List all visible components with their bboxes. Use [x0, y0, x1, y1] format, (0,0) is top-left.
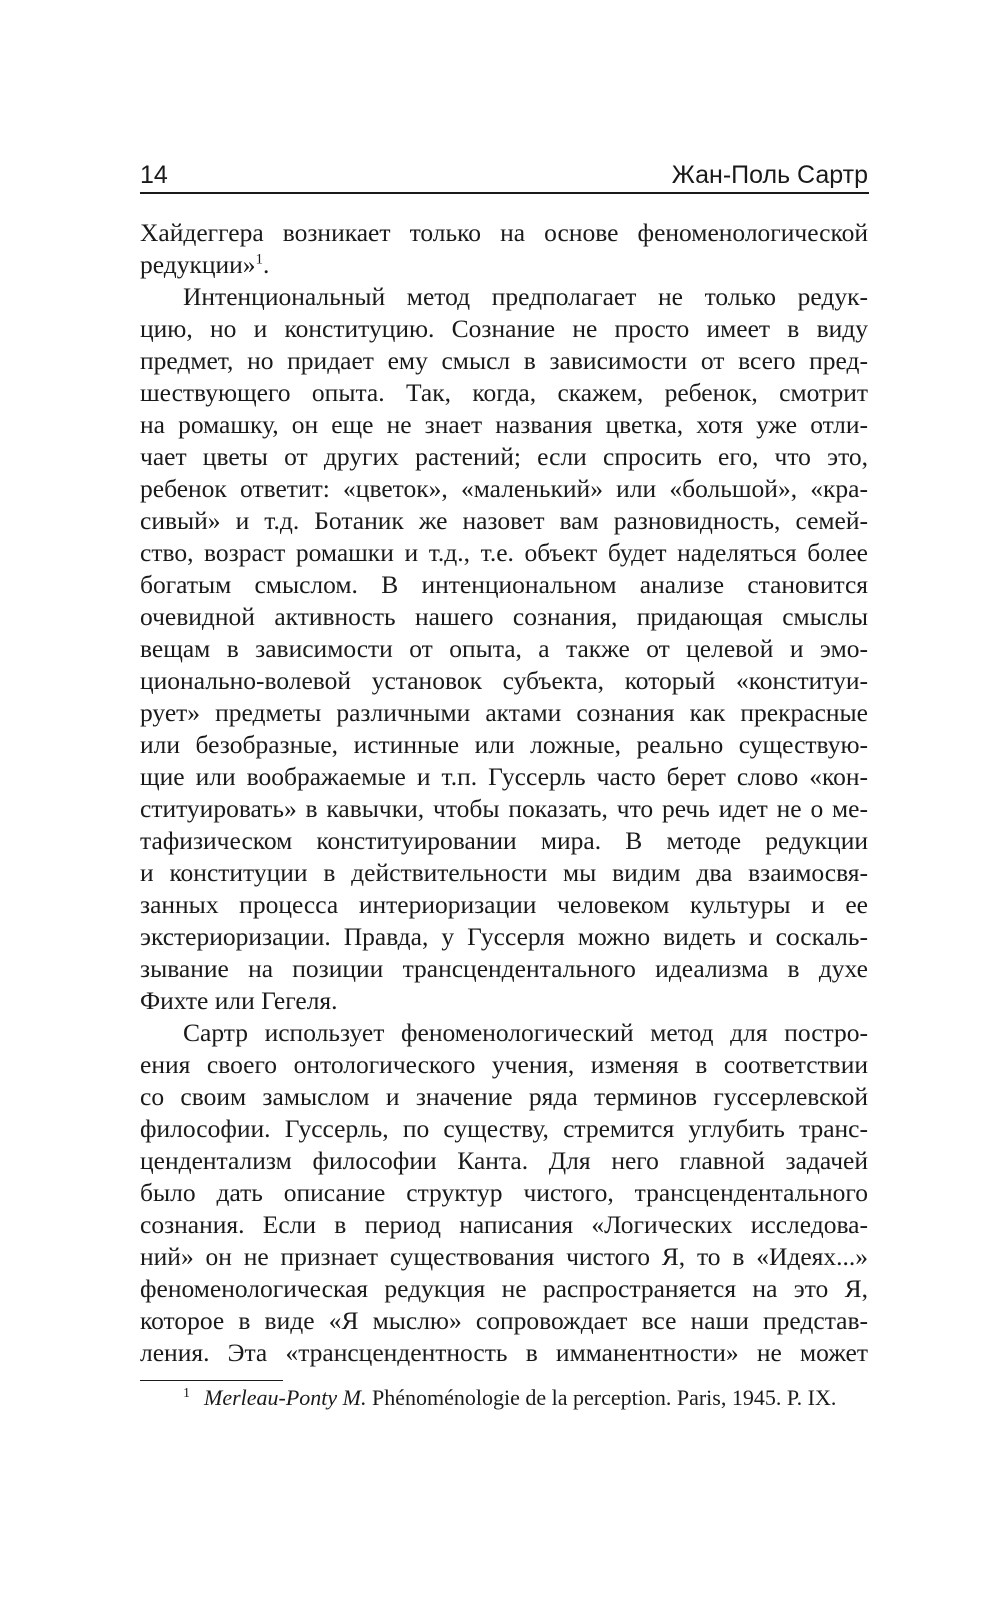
text-line: рует» предметы различными актами сознания как прекрасные: [140, 698, 868, 727]
text-line: Сартр использует феноменологический метод для постро-: [183, 1018, 868, 1047]
text-line: ний» он не признает существования чистого Я, то в «Идеях...»: [140, 1242, 868, 1271]
text-line: цендентализм философии Канта. Для него главной задачей: [140, 1146, 868, 1175]
text-line: богатым смыслом. В интенциональном анализе становится: [140, 570, 868, 599]
text-line: ституировать» в кавычки, чтобы показать, что речь идет не о ме-: [140, 794, 868, 823]
text-line-content: редукции»: [140, 250, 256, 279]
text-line: ления. Эта «трансцендентность в имманентности» не может: [140, 1338, 868, 1367]
text-line: сознания. Если в период написания «Логических исследова-: [140, 1210, 868, 1239]
text-line: ребенок ответит: «цветок», «маленький» или «большой», «кра-: [140, 474, 868, 503]
text-line: на ромашку, он еще не знает названия цветка, хотя уже отли-: [140, 410, 868, 439]
running-title: Жан-Поль Сартр: [671, 161, 868, 189]
text-line: шествующего опыта. Так, когда, скажем, ребенок, смотрит: [140, 378, 868, 407]
text-line: со своим замыслом и значение ряда терминов гуссерлевской: [140, 1082, 868, 1111]
text-line: чает цветы от других растений; если спросить его, что это,: [140, 442, 868, 471]
header-rule: [140, 192, 869, 194]
text-line: тафизическом конституировании мира. В методе редукции: [140, 826, 868, 855]
text-line: ционально-волевой установок субъекта, который «конституи-: [140, 666, 868, 695]
text-line: зывание на позиции трансцендентального идеализма в духе: [140, 954, 868, 983]
text-line: было дать описание структур чистого, трансцендентального: [140, 1178, 868, 1207]
footnote-author: Merleau-Ponty M.: [204, 1385, 367, 1410]
text-line: философии. Гуссерль, по существу, стремится углубить транс-: [140, 1114, 868, 1143]
text-line: очевидной активность нашего сознания, придающая смыслы: [140, 602, 868, 631]
text-line: [140, 249, 868, 281]
footnote-reference: 1: [255, 251, 264, 268]
text-line: Интенциональный метод предполагает не только редук-: [183, 282, 868, 311]
text-line: и конституции в действительности мы видим два взаимосвя-: [140, 858, 868, 887]
text-line: вещам в зависимости от опыта, а также от целевой и эмо-: [140, 634, 868, 663]
text-line: цию, но и конституцию. Сознание не просто имеет в виду: [140, 314, 868, 343]
text-line: которое в виде «Я мыслю» сопровождает все наши представ-: [140, 1306, 868, 1335]
footnote-mark: 1: [183, 1385, 190, 1401]
text-line: Фихте или Гегеля.: [140, 986, 338, 1015]
text-line: ения своего онтологического учения, изменяя в соответствии: [140, 1050, 868, 1079]
footnote-text: Phénoménologie de la perception. Paris, 1945. P. IX.: [372, 1385, 837, 1410]
sentence-end: .: [263, 250, 270, 279]
page-number: 14: [140, 161, 168, 189]
text-line: сивый» и т.д. Ботаник же назовет вам разновидность, семей-: [140, 506, 868, 535]
text-line: ство, возраст ромашки и т.д., т.е. объект будет наделяться более: [140, 538, 868, 567]
text-line: занных процесса интериоризации человеком культуры и ее: [140, 890, 868, 919]
footnote-rule: [140, 1380, 283, 1381]
page-header: [140, 158, 868, 192]
text-line: экстериоризации. Правда, у Гуссерля можно видеть и соскаль-: [140, 922, 868, 951]
text-line: феноменологическая редукция не распространяется на это Я,: [140, 1274, 868, 1303]
text-line: щие или воображаемые и т.п. Гуссерль часто берет слово «кон-: [140, 762, 868, 791]
text-line: предмет, но придает ему смысл в зависимости от всего пред-: [140, 346, 868, 375]
footnote: [183, 1383, 836, 1413]
text-line: Хайдеггера возникает только на основе феноменологической: [140, 218, 868, 247]
text-line: или безобразные, истинные или ложные, реально существую-: [140, 730, 868, 759]
